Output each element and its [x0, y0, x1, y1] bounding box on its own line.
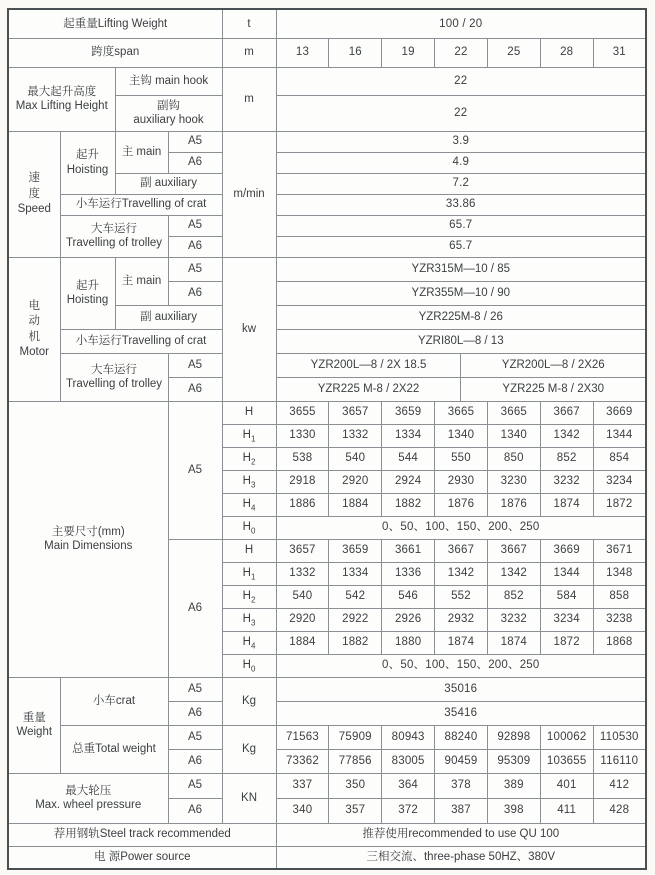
dim-label-base: H [242, 428, 251, 441]
weight-total-a5-row [8, 725, 646, 749]
dim-value: 3669 [540, 539, 593, 562]
dim-label-base: H [242, 497, 251, 510]
dim-value: 542 [329, 585, 382, 608]
dim-label-base: H [242, 589, 251, 602]
weight-crat-unit: Kg [222, 677, 276, 725]
span-value: 31 [593, 38, 646, 67]
speed-trolley-zh: 大车运行 [91, 222, 137, 235]
wheel-pressure-value: 412 [593, 773, 646, 798]
dim-row-label [222, 608, 276, 631]
weight-total-value: 100062 [540, 725, 593, 749]
dim-value: 2922 [329, 608, 382, 631]
dim-value: 850 [487, 447, 540, 470]
wheel-pressure-label-zh: 最大轮压 [65, 784, 112, 797]
dim-value: 1344 [540, 562, 593, 585]
wheel-pressure-value: 350 [329, 773, 382, 798]
dim-label-sub: 1 [250, 572, 256, 582]
span-value: 28 [540, 38, 593, 67]
speed-trolley-en: Travelling of trolley [65, 237, 163, 249]
speed-aux-label: 副 auxiliary [115, 173, 222, 194]
weight-label-en: Weight [16, 726, 53, 738]
weight-total-value: 110530 [593, 725, 646, 749]
dim-value: 3665 [435, 401, 488, 424]
main-hook-label: 主钩 main hook [115, 67, 222, 95]
motor-trolley-label [60, 353, 168, 401]
motor-main-a5-value: YZR315M—10 / 85 [276, 257, 646, 281]
dim-value: 3238 [593, 608, 646, 631]
power-source-value: 三相交流、three-phase 50HZ、380V [276, 846, 646, 869]
dim-value: 3659 [329, 539, 382, 562]
weight-total-value: 116110 [593, 749, 646, 773]
span-unit: m [222, 38, 276, 67]
dim-value: 3657 [329, 401, 382, 424]
dim-value: 3230 [487, 470, 540, 493]
dim-value: 1340 [487, 424, 540, 447]
motor-trolley-en: Travelling of trolley [65, 378, 163, 390]
dim-label-base: H [242, 612, 251, 625]
weight-total-value: 80943 [382, 725, 435, 749]
motor-trolley-a5-row [8, 353, 646, 377]
dim-value: 1876 [487, 493, 540, 516]
steel-track-row [8, 823, 646, 846]
max-height-unit: m [222, 67, 276, 131]
dim-value: 550 [435, 447, 488, 470]
wheel-pressure-value: 378 [435, 773, 488, 798]
weight-crat-a6-value: 35416 [276, 701, 646, 725]
dim-label-sub: 0 [250, 526, 256, 536]
dim-value: 544 [382, 447, 435, 470]
weight-total-label: 总重Total weight [60, 725, 168, 773]
dim-value: 3659 [382, 401, 435, 424]
dim-value: 1334 [329, 562, 382, 585]
dim-label-base: H [242, 566, 251, 579]
dim-value: 2924 [382, 470, 435, 493]
dim-value: 1882 [382, 493, 435, 516]
span-value: 25 [487, 38, 540, 67]
speed-trolley-label [60, 215, 168, 257]
wheel-pressure-value: 387 [435, 798, 488, 823]
grade-cell: A5 [168, 257, 222, 281]
dim-value: 1336 [382, 562, 435, 585]
weight-total-value: 95309 [487, 749, 540, 773]
dim-value: 2918 [276, 470, 329, 493]
dim-label-sub: 2 [250, 457, 256, 467]
dim-value: 3667 [487, 539, 540, 562]
weight-total-unit: Kg [222, 725, 276, 773]
main-hook-value: 22 [276, 67, 646, 95]
weight-total-value: 90459 [435, 749, 488, 773]
span-label: 跨度span [8, 38, 222, 67]
grade-cell: A5 [168, 131, 222, 152]
weight-total-value: 83005 [382, 749, 435, 773]
dim-label-base: H [242, 635, 251, 648]
speed-crat-row [8, 194, 646, 215]
dim-value: 3234 [540, 608, 593, 631]
max-height-label-en: Max Lifting Height [15, 100, 108, 112]
speed-unit: m/min [222, 131, 276, 257]
motor-section-label [8, 257, 60, 401]
grade-cell: A6 [168, 236, 222, 257]
dim-value: 1880 [382, 631, 435, 654]
grade-cell: A5 [168, 353, 222, 377]
motor-trolley-a5-left: YZR200L—8 / 2X 18.5 [276, 353, 461, 377]
dims-label-en: Main Dimensions [44, 540, 133, 552]
grade-cell: A6 [168, 798, 222, 823]
dim-label-base: H [242, 520, 251, 533]
weight-total-value: 73362 [276, 749, 329, 773]
dim-row-label [222, 424, 276, 447]
wheel-pressure-label [8, 773, 168, 823]
speed-trolley-a5-value: 65.7 [276, 215, 646, 236]
motor-aux-value: YZR225M-8 / 26 [276, 305, 646, 329]
speed-crat-value: 33.86 [276, 194, 646, 215]
speed-hoisting-zh: 起升 [76, 149, 99, 162]
motor-hoisting-zh: 起升 [76, 279, 99, 292]
dim-value: 1876 [435, 493, 488, 516]
dim-value: 3669 [593, 401, 646, 424]
wheel-pressure-value: 337 [276, 773, 329, 798]
wheel-pressure-value: 411 [540, 798, 593, 823]
weight-total-value: 103655 [540, 749, 593, 773]
dim-label-sub: 2 [250, 595, 256, 605]
dim-value: 1886 [276, 493, 329, 516]
lifting-weight-row [8, 9, 646, 38]
dim-value: 1874 [487, 631, 540, 654]
weight-crat-a5-row [8, 677, 646, 701]
steel-track-label: 荐用钢轨Steel track recommended [8, 823, 276, 846]
dim-value: 1330 [276, 424, 329, 447]
dim-value: 2920 [276, 608, 329, 631]
dim-row-label [222, 470, 276, 493]
motor-label-en: Motor [19, 346, 49, 359]
aux-hook-label [115, 95, 222, 131]
dim-label-base: H [242, 474, 251, 487]
dim-value: 2930 [435, 470, 488, 493]
dim-value: 1344 [593, 424, 646, 447]
wheel-pressure-a5-row [8, 773, 646, 798]
motor-crat-value: YZRI80L—8 / 13 [276, 329, 646, 353]
steel-track-value: 推荐使用recommended to use QU 100 [276, 823, 646, 846]
weight-total-value: 77856 [329, 749, 382, 773]
weight-section-label [8, 677, 60, 773]
dim-row-label [222, 631, 276, 654]
dim-label-sub: 1 [250, 434, 256, 444]
dim-value: 1884 [329, 493, 382, 516]
weight-total-value: 88240 [435, 725, 488, 749]
motor-trolley-a6-left: YZR225 M-8 / 2X22 [276, 377, 461, 401]
speed-crat-label: 小车运行Travelling of crat [60, 194, 222, 215]
crane-spec-table [7, 8, 647, 870]
dim-value: 2926 [382, 608, 435, 631]
dim-value: 1334 [382, 424, 435, 447]
grade-cell: A6 [168, 539, 222, 677]
wheel-pressure-value: 340 [276, 798, 329, 823]
wheel-pressure-unit: KN [222, 773, 276, 823]
dim-row-label [222, 654, 276, 677]
dim-value: 852 [487, 585, 540, 608]
span-value: 13 [276, 38, 329, 67]
span-value: 22 [435, 38, 488, 67]
wheel-pressure-value: 364 [382, 773, 435, 798]
max-height-label [8, 67, 115, 131]
dim-label-sub: 4 [250, 503, 256, 513]
dim-row-label [222, 447, 276, 470]
wheel-pressure-value: 389 [487, 773, 540, 798]
dims-label-zh: 主要尺寸(mm) [51, 525, 125, 538]
max-height-label-zh: 最大起升高度 [27, 85, 97, 98]
dim-label-sub: 3 [250, 618, 256, 628]
dim-value: 546 [382, 585, 435, 608]
dim-value: 1348 [593, 562, 646, 585]
dim-row-label [222, 562, 276, 585]
max-height-main-hook-row [8, 67, 646, 95]
dim-value: 1874 [435, 631, 488, 654]
dim-value: 3234 [593, 470, 646, 493]
dim-value: 1868 [593, 631, 646, 654]
speed-main-a5-value: 3.9 [276, 131, 646, 152]
dims-a5-H-row [8, 401, 646, 424]
dim-value: 540 [329, 447, 382, 470]
motor-label-zh: 电动机 [28, 299, 40, 343]
dim-row-label [222, 516, 276, 539]
dim-label-base: H [242, 451, 251, 464]
dim-value: 1342 [435, 562, 488, 585]
motor-hoisting-en: Hoisting [66, 294, 109, 306]
dim-value: 858 [593, 585, 646, 608]
dim-label-sub: 3 [250, 480, 256, 490]
dim-row-label [222, 585, 276, 608]
speed-hoisting-label [60, 131, 115, 194]
dim-row-label [222, 493, 276, 516]
motor-aux-label: 副 auxiliary [115, 305, 222, 329]
aux-hook-label-zh: 副钩 [157, 99, 181, 112]
dim-label-base: H [244, 543, 254, 556]
grade-cell: A6 [168, 749, 222, 773]
motor-main-label: 主 main [115, 257, 168, 305]
dim-value: 2920 [329, 470, 382, 493]
motor-trolley-zh: 大车运行 [91, 363, 137, 376]
weight-total-value: 75909 [329, 725, 382, 749]
wheel-pressure-label-en: Max. wheel pressure [35, 799, 142, 811]
dim-value: 1872 [593, 493, 646, 516]
weight-total-value: 92898 [487, 725, 540, 749]
dim-value: 1340 [435, 424, 488, 447]
dim-value: 854 [593, 447, 646, 470]
dim-value: 3232 [487, 608, 540, 631]
dim-value: 3657 [276, 539, 329, 562]
dim-value: 3667 [540, 401, 593, 424]
grade-cell: A6 [168, 377, 222, 401]
dim-value: 3232 [540, 470, 593, 493]
grade-cell: A5 [168, 773, 222, 798]
speed-label-en: Speed [17, 203, 51, 216]
dim-h0-value: 0、50、100、150、200、250 [276, 654, 646, 677]
dim-label-base: H [242, 658, 251, 671]
wheel-pressure-value: 428 [593, 798, 646, 823]
motor-crat-label: 小车运行Travelling of crat [60, 329, 222, 353]
grade-cell: A6 [168, 701, 222, 725]
dim-value: 3667 [435, 539, 488, 562]
lifting-weight-label: 起重量Lifting Weight [8, 9, 222, 38]
dim-row-label [222, 539, 276, 562]
motor-main-a5-row [8, 257, 646, 281]
grade-cell: A5 [168, 401, 222, 539]
dim-value: 1332 [276, 562, 329, 585]
dim-value: 552 [435, 585, 488, 608]
speed-main-a6-value: 4.9 [276, 152, 646, 173]
wheel-pressure-value: 357 [329, 798, 382, 823]
speed-trolley-a5-row [8, 215, 646, 236]
weight-crat-label: 小车crat [60, 677, 168, 725]
dim-value: 3671 [593, 539, 646, 562]
dim-value: 584 [540, 585, 593, 608]
dim-value: 1872 [540, 631, 593, 654]
dim-value: 1884 [276, 631, 329, 654]
motor-main-a6-value: YZR355M—10 / 90 [276, 281, 646, 305]
dim-value: 538 [276, 447, 329, 470]
dim-value: 1332 [329, 424, 382, 447]
motor-trolley-a6-right: YZR225 M-8 / 2X30 [461, 377, 646, 401]
dims-section-label [8, 401, 168, 677]
speed-trolley-a6-value: 65.7 [276, 236, 646, 257]
dim-value: 852 [540, 447, 593, 470]
dim-label-sub: 0 [250, 664, 256, 674]
lifting-weight-unit: t [222, 9, 276, 38]
power-source-row [8, 846, 646, 869]
dim-label-sub: 4 [250, 641, 256, 651]
grade-cell: A5 [168, 725, 222, 749]
motor-hoisting-label [60, 257, 115, 329]
wheel-pressure-value: 401 [540, 773, 593, 798]
dim-value: 540 [276, 585, 329, 608]
grade-cell: A5 [168, 215, 222, 236]
speed-label-zh: 速度 [28, 172, 40, 200]
power-source-label: 电 源Power source [8, 846, 276, 869]
grade-cell: A5 [168, 677, 222, 701]
motor-trolley-a5-right: YZR200L—8 / 2X26 [461, 353, 646, 377]
weight-crat-a5-value: 35016 [276, 677, 646, 701]
weight-label-zh: 重量 [22, 711, 46, 724]
dim-value: 3661 [382, 539, 435, 562]
speed-main-a5-row [8, 131, 646, 152]
wheel-pressure-value: 398 [487, 798, 540, 823]
speed-hoisting-en: Hoisting [66, 163, 109, 176]
aux-hook-label-en: auxiliary hook [133, 114, 204, 126]
dim-value: 2932 [435, 608, 488, 631]
speed-aux-value: 7.2 [276, 173, 646, 194]
span-value: 19 [382, 38, 435, 67]
speed-main-label: 主 main [115, 131, 168, 173]
wheel-pressure-value: 372 [382, 798, 435, 823]
dim-row-label [222, 401, 276, 424]
dim-h0-value: 0、50、100、150、200、250 [276, 516, 646, 539]
dim-label-base: H [244, 405, 254, 418]
dim-value: 3655 [276, 401, 329, 424]
speed-section-label [8, 131, 60, 257]
weight-total-value: 71563 [276, 725, 329, 749]
span-value: 16 [329, 38, 382, 67]
motor-unit: kw [222, 257, 276, 401]
motor-crat-row [8, 329, 646, 353]
dim-value: 1882 [329, 631, 382, 654]
span-row [8, 38, 646, 67]
dim-value: 3665 [487, 401, 540, 424]
grade-cell: A6 [168, 152, 222, 173]
dim-value: 1342 [487, 562, 540, 585]
grade-cell: A6 [168, 281, 222, 305]
aux-hook-value: 22 [276, 95, 646, 131]
dim-value: 1342 [540, 424, 593, 447]
lifting-weight-value: 100 / 20 [276, 9, 646, 38]
dim-value: 1874 [540, 493, 593, 516]
